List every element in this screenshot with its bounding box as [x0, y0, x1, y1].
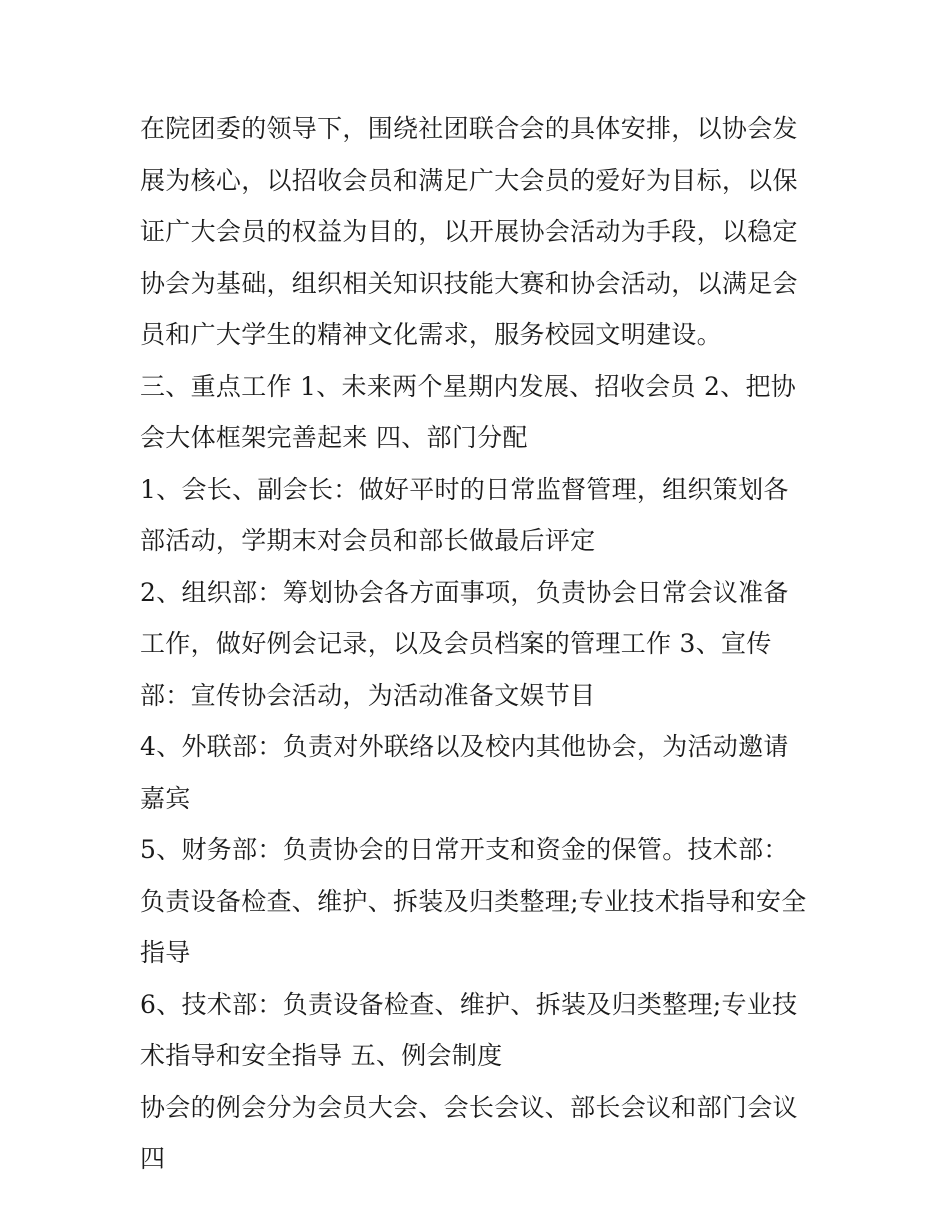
paragraph-meeting-system: 协会的例会分为会员大会、会长会议、部长会议和部门会议四 [140, 1092, 798, 1173]
paragraph-external-relations-dept: 4、外联部：负责对外联络以及校内其他协会，为活动邀请嘉宾 [140, 732, 789, 813]
paragraph-finance-dept: 5、财务部：负责协会的日常开支和资金的保管。技术部：负责设备检查、维护、拆装及归类整理;专业技术指导和安全指导 [140, 835, 807, 967]
document-body [140, 103, 812, 1185]
paragraph-organization-dept: 2、组织部：筹划协会各方面事项，负责协会日常会议准备工作，做好例会记录，以及会员档案的管理工作 3、宣传部：宣传协会活动，为活动准备文娱节目 [140, 577, 789, 710]
paragraph-guiding-principle: 在院团委的领导下，围绕社团联合会的具体安排，以协会发展为核心，以招收会员和满足广大会员的爱好为目标，以保证广大会员的权益为目的，以开展协会活动为手段，以稳定协会为基础，组织相关知识技能大赛和协会活动，以满足会员和广大学生的精神文化需求，服务校园文明建设。 [140, 114, 798, 349]
paragraph-technical-dept: 6、技术部：负责设备检查、维护、拆装及归类整理;专业技术指导和安全指导 五、例会制度 [140, 989, 798, 1070]
paragraph-president-duties: 1、会长、副会长：做好平时的日常监督管理，组织策划各部活动，学期末对会员和部长做最后评定 [140, 474, 789, 555]
paragraph-key-work: 三、重点工作 1、未来两个星期内发展、招收会员 2、把协会大体框架完善起来 四、部门分配 [140, 371, 797, 452]
